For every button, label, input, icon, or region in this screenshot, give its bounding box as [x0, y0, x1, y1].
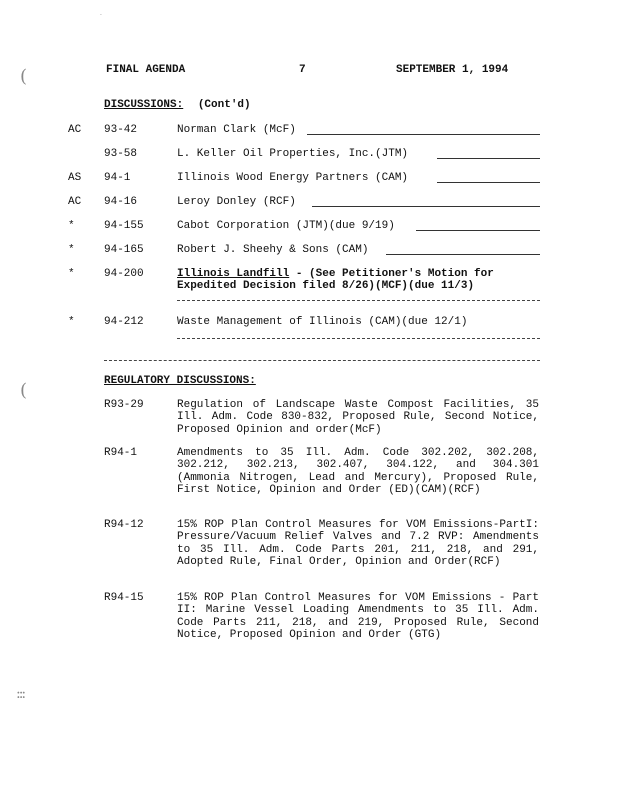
blank-line: [307, 134, 540, 135]
item-code: AC: [68, 196, 82, 208]
item-text: Cabot Corporation (JTM)(due 9/19): [177, 220, 395, 232]
item-code: *: [68, 244, 75, 256]
header-date: SEPTEMBER 1, 1994: [396, 64, 509, 76]
item-code: *: [68, 268, 75, 280]
blank-line: [437, 182, 540, 183]
blank-line: [386, 254, 540, 255]
discussions-heading: [104, 99, 251, 111]
item-number: 94-200: [104, 268, 144, 280]
item-text: L. Keller Oil Properties, Inc.(JTM): [177, 148, 409, 160]
scan-speck: ·: [100, 12, 102, 19]
item-text: Illinois Wood Energy Partners (CAM): [177, 172, 409, 184]
item-text: Leroy Donley (RCF): [177, 196, 296, 208]
blank-line: [437, 158, 540, 159]
scan-mark: (: [20, 66, 28, 87]
item-text: Waste Management of Illinois (CAM)(due 12/1): [177, 316, 468, 328]
blank-line: [177, 338, 540, 339]
blank-line: [312, 206, 540, 207]
item-number: 94-155: [104, 220, 144, 232]
item-number: R94-12: [104, 519, 144, 531]
scan-mark: (: [20, 380, 28, 401]
blank-line: [177, 300, 540, 301]
item-number: 93-42: [104, 124, 138, 136]
item-code: *: [68, 220, 75, 232]
item-number: 94-165: [104, 244, 144, 256]
contd-label: (Cont'd): [197, 99, 251, 111]
item-text: 15% ROP Plan Control Measures for VOM Emissions - Part II: Marine Vessel Loading Amendments to 35 Ill. Adm. Code Parts 211, 218, and 219, Proposed Rule, Second Notice, Proposed Opinion and Order (GTG): [177, 592, 539, 641]
item-text-underlined: Illinois Landfill: [177, 268, 290, 280]
header-title: FINAL AGENDA: [106, 64, 186, 76]
item-number: 94-16: [104, 196, 138, 208]
item-number: 94-212: [104, 316, 144, 328]
item-text: Regulation of Landscape Waste Compost Facilities, 35 Ill. Adm. Code 830-832, Proposed Rule, Second Notice, Proposed Opinion and order(McF): [177, 399, 539, 436]
section-heading: DISCUSSIONS:: [104, 99, 184, 111]
item-code: *: [68, 316, 75, 328]
item-text: Robert J. Sheehy & Sons (CAM): [177, 244, 369, 256]
scan-mark: :::: [16, 686, 25, 702]
item-number: R94-1: [104, 447, 138, 459]
section-divider: [104, 360, 540, 361]
item-number: 93-58: [104, 148, 138, 160]
page-number: 7: [299, 64, 306, 76]
item-text: [177, 268, 494, 280]
item-text: Norman Clark (McF): [177, 124, 296, 136]
item-number: 94-1: [104, 172, 131, 184]
item-text-rest: - (See Petitioner's Motion for: [289, 268, 494, 280]
item-code: AC: [68, 124, 82, 136]
item-text: 15% ROP Plan Control Measures for VOM Emissions-PartI: Pressure/Vacuum Relief Valves and 7.2 RVP: Amendments to 35 Ill. Adm. Code Parts 201, 211, 218, and 291, Adopted Rule, Final Order, Opinion and Order(RCF): [177, 519, 539, 568]
item-text-line2: Expedited Decision filed 8/26)(MCF)(due 11/3): [177, 280, 475, 292]
item-number: R93-29: [104, 399, 144, 411]
regulatory-heading: REGULATORY DISCUSSIONS:: [104, 375, 256, 387]
item-number: R94-15: [104, 592, 144, 604]
blank-line: [416, 230, 540, 231]
item-code: AS: [68, 172, 82, 184]
item-text: Amendments to 35 Ill. Adm. Code 302.202, 302.208, 302.212, 302.213, 302.407, 304.122, and 304.301 (Ammonia Nitrogen, Lead and Mercury), Proposed Rule, First Notice, Opinion and Order (ED)(CAM)(RCF): [177, 447, 539, 496]
